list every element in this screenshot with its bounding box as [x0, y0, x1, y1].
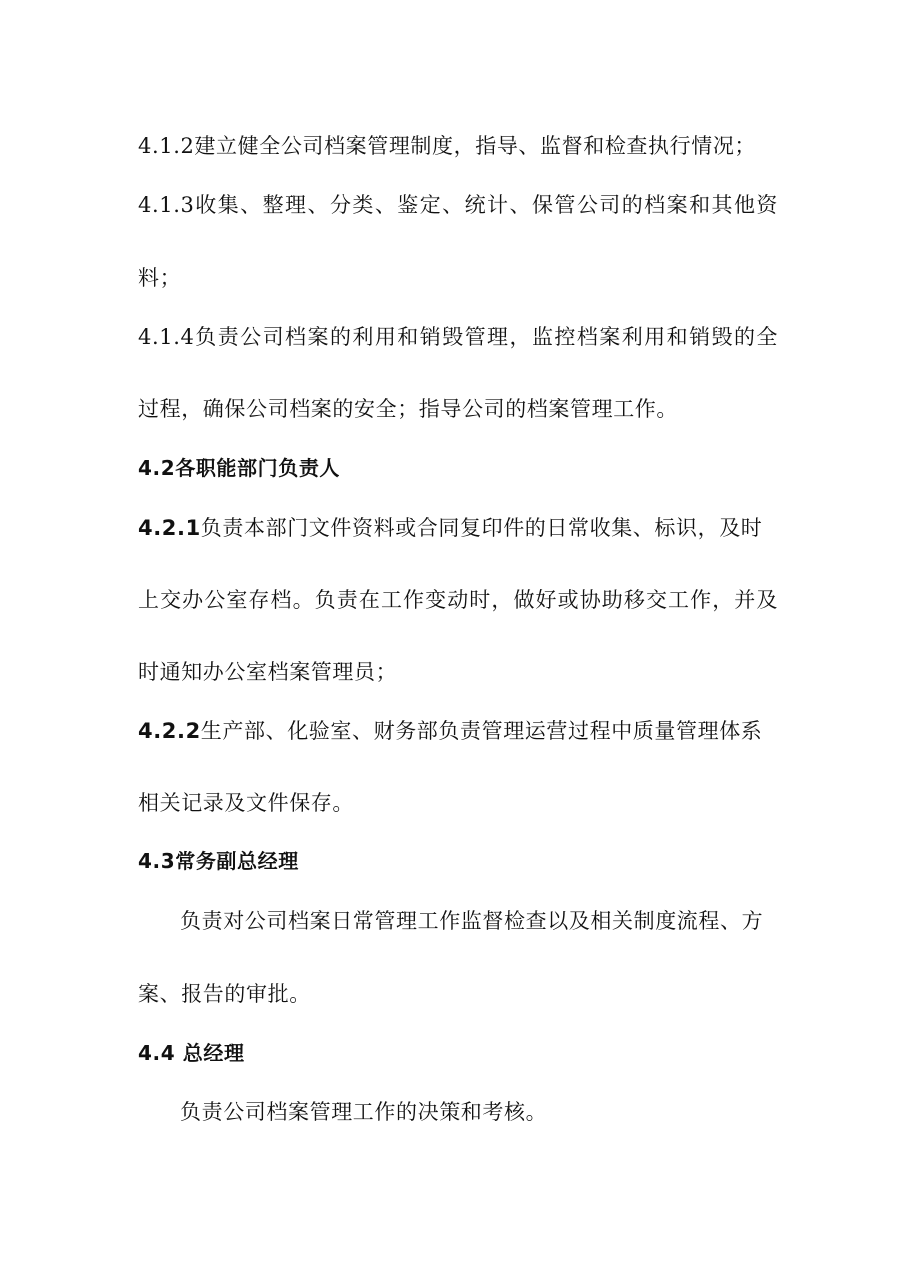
paragraph-4-1-4-line-2: 过程，确保公司档案的安全；指导公司的档案管理工作。: [138, 397, 678, 421]
paragraph-4-2-1-text: 负责本部门文件资料或合同复印件的日常收集、标识，及时: [200, 516, 763, 540]
section-heading-4-3: 4.3常务副总经理: [138, 849, 299, 873]
section-heading-4-2: 4.2各职能部门负责人: [138, 456, 341, 480]
paragraph-4-4-line-1: 负责公司档案管理工作的决策和考核。: [180, 1100, 548, 1124]
section-heading-4-4: 4.4 总经理: [138, 1041, 245, 1065]
paragraph-4-2-1-line-3: 时通知办公室档案管理员；: [138, 660, 398, 684]
paragraph-4-1-4-line-1: 4.1.4负责公司档案的利用和销毁管理，监控档案利用和销毁的全: [138, 325, 778, 349]
paragraph-4-2-1-line-1: [138, 514, 778, 542]
paragraph-4-1-3-line-2: 料；: [138, 266, 182, 290]
paragraph-4-2-2-line-2: 相关记录及文件保存。: [138, 791, 354, 815]
paragraph-4-3-line-2: 案、报告的审批。: [138, 982, 311, 1006]
paragraph-4-2-2-number: 4.2.2: [138, 719, 201, 743]
paragraph-4-2-2-text: 生产部、化验室、财务部负责管理运营过程中质量管理体系: [200, 719, 763, 743]
paragraph-4-3-line-1: 负责对公司档案日常管理工作监督检查以及相关制度流程、方: [180, 909, 764, 933]
paragraph-4-2-1-line-2: 上交办公室存档。负责在工作变动时，做好或协助移交工作，并及: [138, 588, 778, 612]
paragraph-4-2-1-number: 4.2.1: [138, 516, 201, 540]
paragraph-4-1-3-line-1: 4.1.3收集、整理、分类、鉴定、统计、保管公司的档案和其他资: [138, 193, 778, 217]
paragraph-4-2-2-line-1: [138, 717, 778, 745]
paragraph-4-1-2: 4.1.2建立健全公司档案管理制度，指导、监督和检查执行情况；: [138, 134, 757, 158]
